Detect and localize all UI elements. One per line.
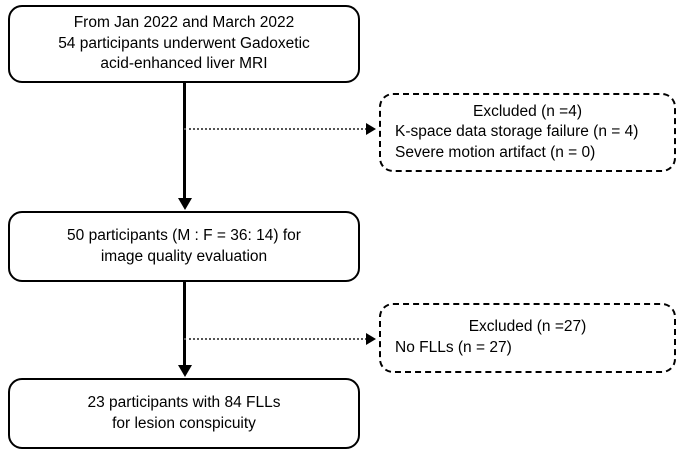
node-image-quality-line-1: 50 participants (M : F = 36: 14) for bbox=[67, 226, 301, 244]
node-excluded-2 bbox=[379, 303, 676, 373]
node-excluded-1-line-2: Severe motion artifact (n = 0) bbox=[395, 143, 596, 161]
node-excluded-1 bbox=[379, 93, 676, 172]
arrowhead-excluded-1 bbox=[366, 123, 376, 135]
node-image-quality-line-2: image quality evaluation bbox=[100, 247, 268, 265]
node-enrollment-line-2: 54 participants underwent Gadoxetic bbox=[58, 34, 310, 52]
arrowhead-enrollment-to-quality bbox=[178, 198, 192, 210]
node-excluded-1-title: Excluded (n =4) bbox=[473, 102, 582, 120]
node-lesion-conspicuity-line-2: for lesion conspicuity bbox=[112, 414, 256, 432]
node-excluded-1-line-1: K-space data storage failure (n = 4) bbox=[395, 123, 639, 141]
branch-line-excluded-2 bbox=[184, 338, 367, 340]
node-lesion-conspicuity-line-1: 23 participants with 84 FLLs bbox=[87, 393, 281, 411]
node-excluded-2-line-1: No FLLs (n = 27) bbox=[395, 339, 512, 356]
arrowhead-quality-to-conspicuity bbox=[178, 365, 192, 377]
node-enrollment bbox=[8, 5, 360, 83]
connector-enrollment-to-quality bbox=[183, 83, 186, 200]
arrowhead-excluded-2 bbox=[366, 333, 376, 345]
node-enrollment-line-3: acid-enhanced liver MRI bbox=[100, 55, 268, 73]
connector-quality-to-conspicuity bbox=[183, 282, 186, 367]
node-enrollment-line-1: From Jan 2022 and March 2022 bbox=[73, 14, 295, 32]
node-lesion-conspicuity bbox=[8, 378, 360, 449]
node-image-quality bbox=[8, 211, 360, 282]
branch-line-excluded-1 bbox=[184, 128, 367, 130]
node-excluded-2-title: Excluded (n =27) bbox=[468, 318, 587, 336]
